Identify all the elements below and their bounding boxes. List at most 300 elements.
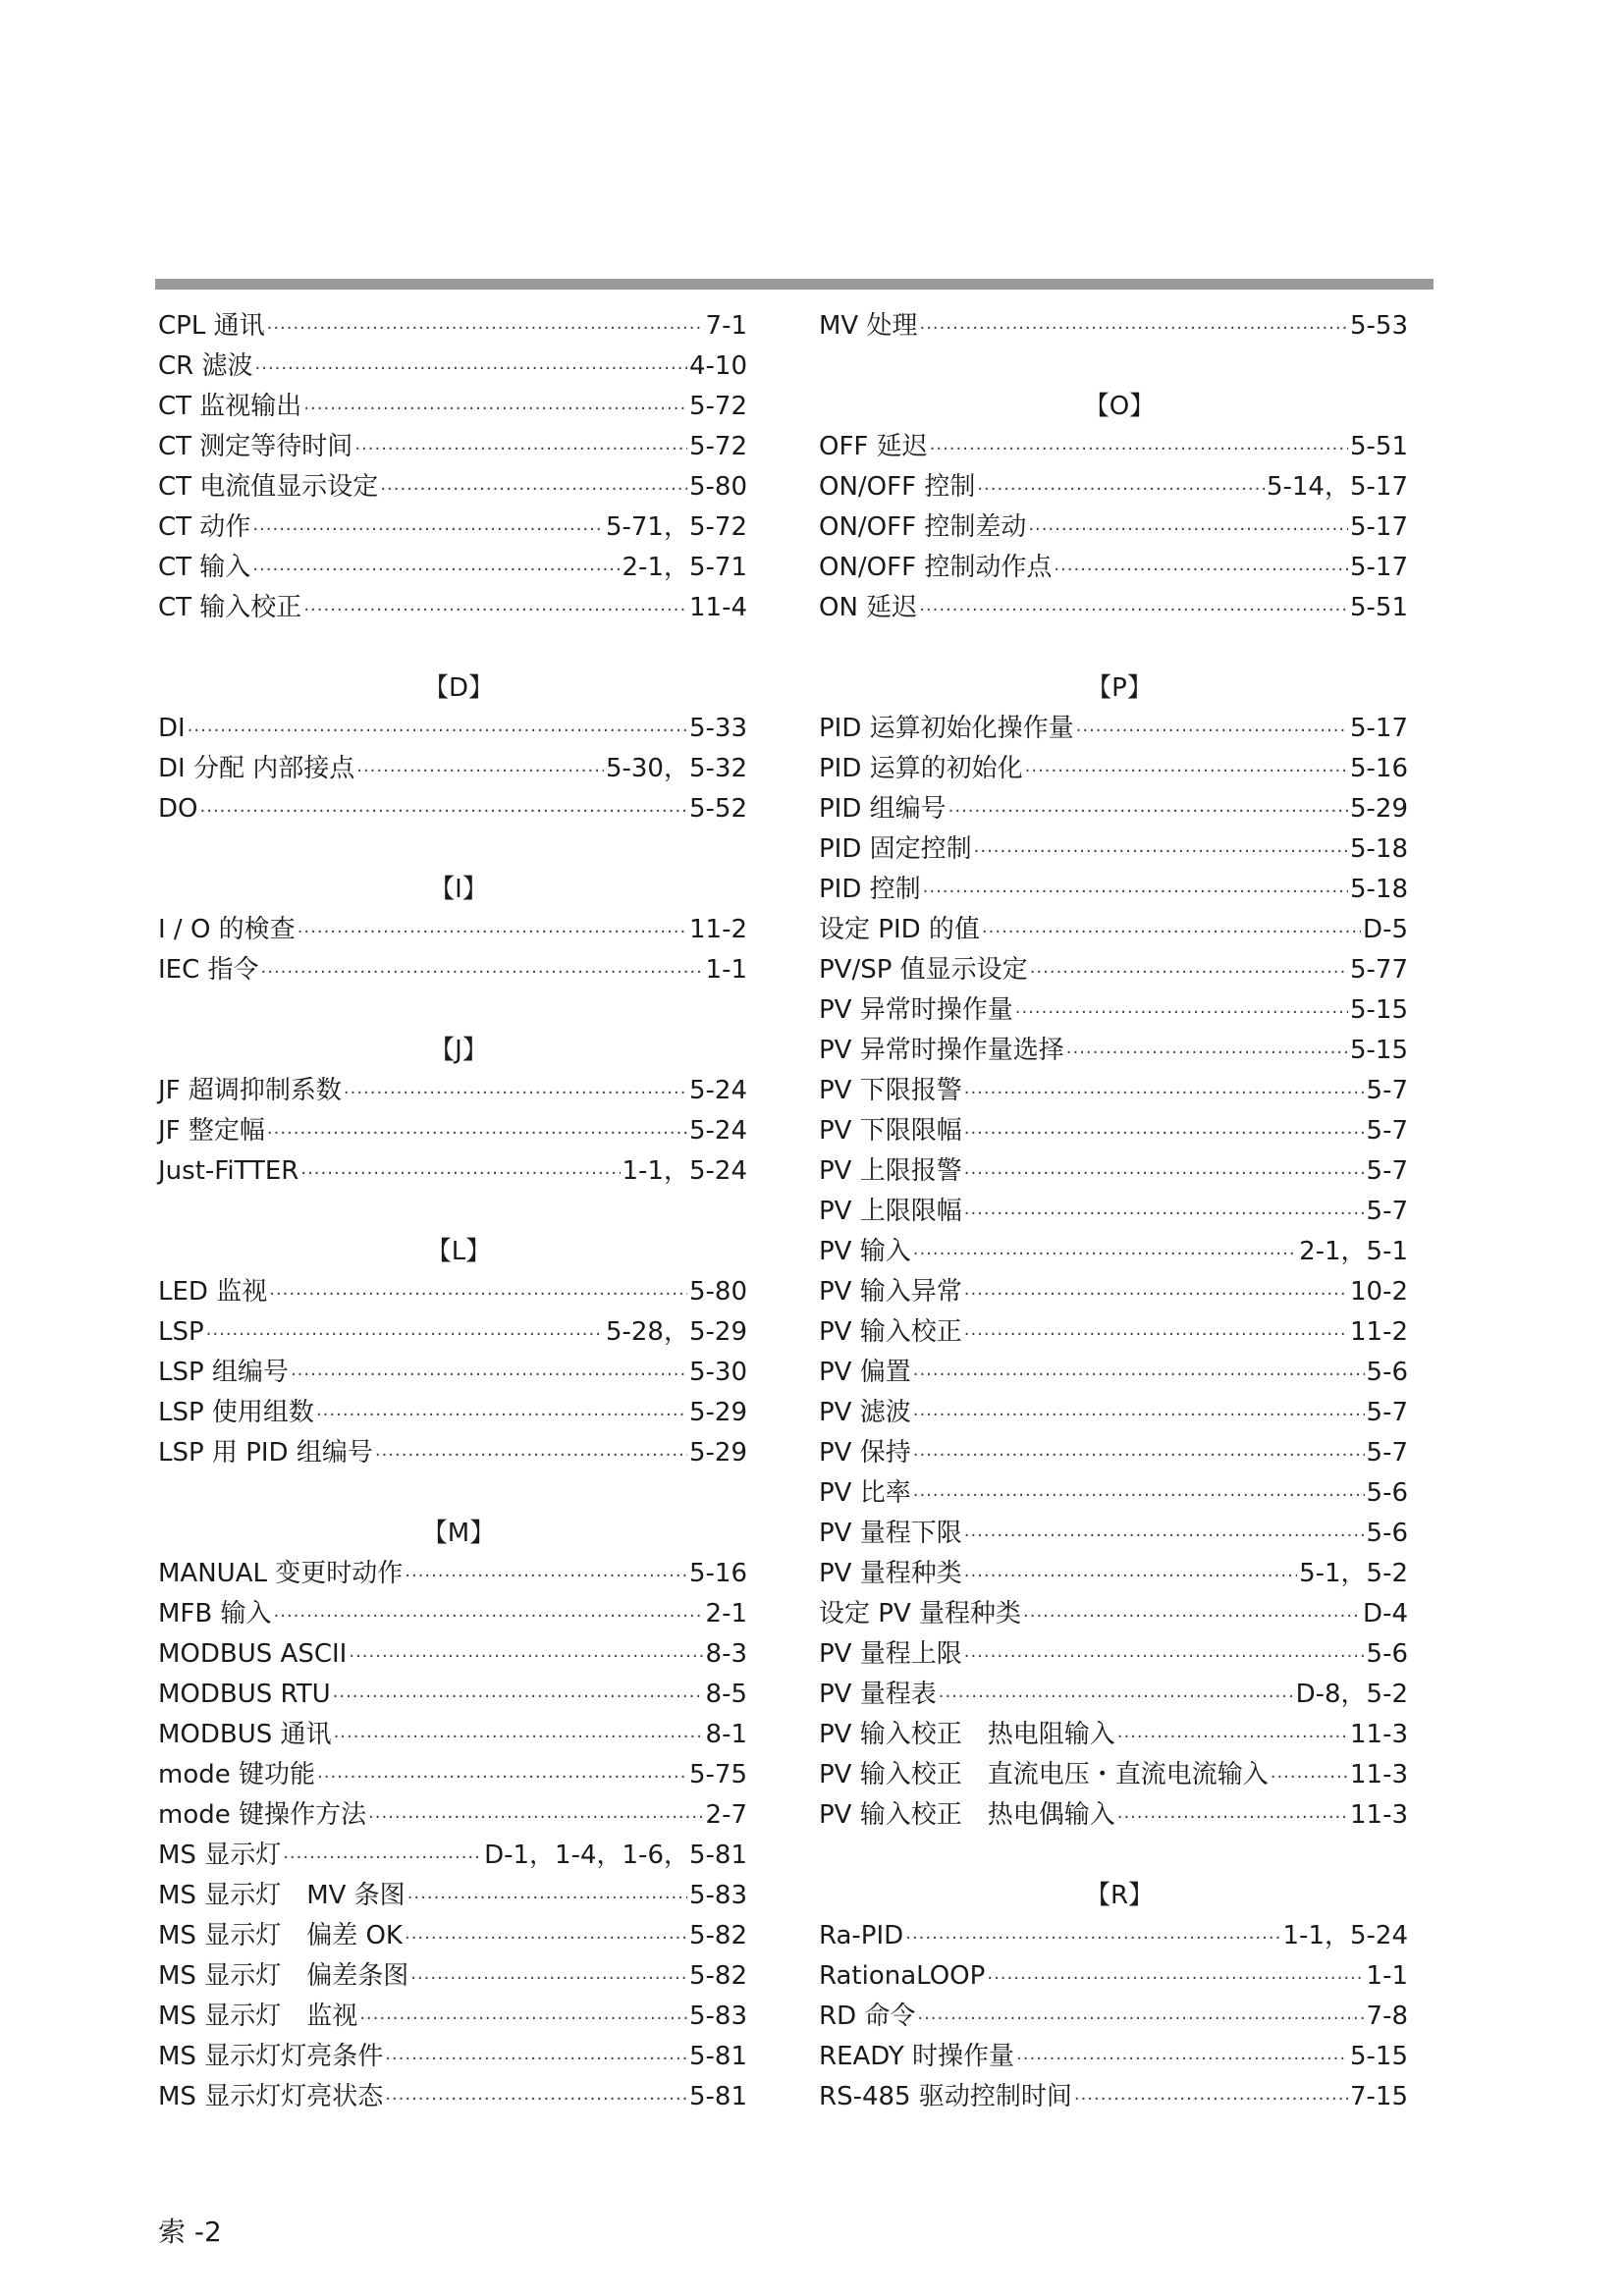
index-term: MFB 输入 — [158, 1599, 272, 1629]
index-page-ref: 11-4 — [688, 593, 747, 622]
index-page-ref: 2-1，5-71 — [622, 553, 747, 582]
index-entry — [158, 548, 747, 588]
index-entry — [819, 1393, 1408, 1433]
dot-leader — [905, 1918, 1280, 1958]
dot-leader — [405, 1556, 687, 1596]
index-page-ref: 5-1，5-2 — [1299, 1559, 1408, 1588]
dot-leader — [1066, 1033, 1348, 1073]
index-entry — [158, 1151, 747, 1192]
dot-leader — [964, 1274, 1348, 1314]
index-entry — [819, 1232, 1408, 1272]
dot-leader — [291, 1355, 687, 1395]
index-page-ref: 5-7 — [1366, 1438, 1408, 1468]
index-term: ON/OFF 控制 — [819, 472, 976, 502]
index-page-ref: 5-52 — [688, 794, 747, 824]
index-term: ON/OFF 控制差动 — [819, 512, 1027, 542]
index-term: IEC 指令 — [158, 955, 259, 985]
index-entry — [819, 1594, 1408, 1634]
index-entry — [158, 467, 747, 507]
index-page-ref: 5-82 — [688, 1961, 747, 1991]
dot-leader — [1025, 751, 1348, 791]
dot-leader — [255, 348, 687, 389]
index-term: PV 输入校正 热电阻输入 — [819, 1720, 1115, 1749]
index-term: RationaLOOP — [819, 1961, 986, 1991]
index-term: RS-485 驱动控制时间 — [819, 2082, 1072, 2111]
index-page-ref: 7-15 — [1349, 2082, 1408, 2111]
index-term: MS 显示灯 MV 条图 — [158, 1881, 406, 1910]
index-entry — [158, 749, 747, 789]
dot-leader — [200, 791, 687, 831]
index-page-ref: 5-15 — [1349, 995, 1408, 1025]
dot-leader — [316, 1395, 687, 1435]
section-header: 【M】 — [421, 1519, 496, 1548]
index-page-ref: 5-80 — [688, 472, 747, 502]
index-page-ref: 2-1 — [705, 1599, 747, 1629]
index-term: MS 显示灯 — [158, 1841, 282, 1870]
dot-leader — [334, 1717, 704, 1757]
dot-leader — [317, 1757, 687, 1797]
index-page-ref: D-8，5-2 — [1295, 1680, 1408, 1709]
index-term: MS 显示灯 偏差 OK — [158, 1921, 403, 1950]
index-entry — [819, 1111, 1408, 1151]
index-entry — [819, 1675, 1408, 1715]
index-page-ref: 5-7 — [1366, 1116, 1408, 1146]
index-entry — [158, 789, 747, 829]
index-term: Ra-PID — [819, 1921, 904, 1950]
index-entry — [819, 1514, 1408, 1554]
index-term: PV 比率 — [819, 1478, 911, 1508]
index-term: PV 量程上限 — [819, 1639, 962, 1669]
dot-leader — [1054, 550, 1348, 590]
index-page-ref: 5-18 — [1349, 875, 1408, 904]
index-entry — [819, 829, 1408, 870]
index-term: PV 输入校正 直流电压・直流电流输入 — [819, 1760, 1269, 1789]
index-entry — [158, 1111, 747, 1151]
index-entry — [819, 1151, 1408, 1192]
index-entry — [819, 789, 1408, 829]
index-page-ref: 1-1，5-24 — [622, 1156, 747, 1186]
index-term: PV 输入校正 — [819, 1317, 962, 1347]
section-header: 【L】 — [425, 1237, 492, 1266]
index-entry — [819, 1312, 1408, 1353]
index-term: 设定 PV 量程种类 — [819, 1599, 1021, 1629]
index-entry — [158, 1876, 747, 1916]
index-page-ref: 11-2 — [688, 915, 747, 944]
dot-leader — [913, 1234, 1297, 1274]
index-entry — [158, 1312, 747, 1353]
index-entry — [819, 1192, 1408, 1232]
dot-leader — [267, 1113, 687, 1153]
dot-leader — [344, 1073, 687, 1113]
section-spacer — [158, 628, 747, 668]
index-entry — [158, 1956, 747, 1997]
index-term: LSP 组编号 — [158, 1358, 289, 1387]
index-term: PV 输入校正 热电偶输入 — [819, 1800, 1115, 1830]
index-page-ref: 5-17 — [1349, 512, 1408, 542]
index-term: PV 异常时操作量选择 — [819, 1036, 1064, 1065]
dot-leader — [1030, 952, 1348, 992]
index-page-ref: D-4 — [1363, 1599, 1408, 1629]
index-page-ref: 2-1，5-1 — [1299, 1237, 1408, 1266]
index-term: PV/SP 值显示设定 — [819, 955, 1028, 985]
index-term: PV 异常时操作量 — [819, 995, 1013, 1025]
index-page-ref: 5-33 — [688, 714, 747, 743]
index-page-ref: 5-28，5-29 — [605, 1317, 747, 1347]
index-entry — [158, 1594, 747, 1634]
index-page-ref: 5-6 — [1366, 1478, 1408, 1508]
index-term: Just-FiTTER — [158, 1156, 299, 1186]
index-column-right — [819, 306, 1408, 2117]
dot-leader — [964, 1073, 1365, 1113]
index-term: ON/OFF 控制动作点 — [819, 553, 1053, 582]
index-term: PV 滤波 — [819, 1398, 911, 1427]
index-column-left — [158, 306, 747, 2117]
dot-leader — [1076, 711, 1348, 751]
index-entry — [158, 2037, 747, 2077]
index-entry — [819, 1554, 1408, 1594]
index-page-ref: 5-51 — [1349, 432, 1408, 461]
dot-leader — [964, 1314, 1348, 1355]
index-term: MANUAL 变更时动作 — [158, 1559, 404, 1588]
index-term: DO — [158, 794, 198, 824]
index-entry — [158, 1272, 747, 1312]
index-entry — [819, 1997, 1408, 2037]
index-entry — [158, 1393, 747, 1433]
section-spacer — [819, 347, 1408, 387]
index-page-ref: 5-15 — [1349, 2042, 1408, 2071]
index-page-ref: 7-1 — [705, 311, 747, 341]
dot-leader — [1028, 509, 1348, 550]
dot-leader — [356, 751, 604, 791]
dot-leader — [1074, 2079, 1348, 2119]
dot-leader — [269, 1274, 687, 1314]
dot-leader — [923, 872, 1348, 912]
index-entry — [819, 870, 1408, 910]
index-page-ref: 7-8 — [1366, 2002, 1408, 2031]
dot-leader — [385, 2079, 687, 2119]
index-term: mode 键操作方法 — [158, 1800, 366, 1830]
index-term: MV 处理 — [819, 311, 918, 341]
index-term: MODBUS RTU — [158, 1680, 331, 1709]
index-term: MS 显示灯灯亮条件 — [158, 2042, 384, 2071]
dot-leader — [913, 1475, 1365, 1516]
dot-leader — [913, 1395, 1365, 1435]
index-page-ref: 1-1 — [705, 955, 747, 985]
section-header: 【P】 — [1086, 673, 1153, 703]
section-spacer — [158, 1192, 747, 1232]
index-term: CT 测定等待时间 — [158, 432, 353, 461]
dot-leader — [303, 590, 687, 630]
dot-leader — [917, 1999, 1364, 2039]
index-term: LSP — [158, 1317, 204, 1347]
dot-leader — [964, 1194, 1365, 1234]
index-page-ref: 5-18 — [1349, 834, 1408, 864]
index-page-ref: 5-53 — [1349, 311, 1408, 341]
index-page-ref: 10-2 — [1349, 1277, 1408, 1307]
index-entry — [819, 1916, 1408, 1956]
index-term: PV 保持 — [819, 1438, 911, 1468]
index-page-ref: 4-10 — [688, 351, 747, 381]
dot-leader — [368, 1797, 704, 1838]
dot-leader — [274, 1596, 704, 1636]
dot-leader — [987, 1958, 1364, 1999]
index-term: CR 滤波 — [158, 351, 253, 381]
index-entry — [819, 2037, 1408, 2077]
dot-leader — [300, 1153, 620, 1194]
index-term: PV 下限报警 — [819, 1076, 962, 1105]
index-page-ref: 5-7 — [1366, 1076, 1408, 1105]
index-term: CT 输入 — [158, 553, 251, 582]
index-entry — [819, 749, 1408, 789]
index-term: PV 量程种类 — [819, 1559, 962, 1588]
index-page-ref: 5-29 — [688, 1438, 747, 1468]
dot-leader — [1016, 2039, 1348, 2079]
index-page-ref: 11-2 — [1349, 1317, 1408, 1347]
index-term: PV 量程下限 — [819, 1519, 962, 1548]
index-entry — [819, 1795, 1408, 1836]
page-number: 索 -2 — [158, 2216, 222, 2248]
dot-leader — [1117, 1717, 1348, 1757]
dot-leader — [919, 308, 1348, 348]
index-term: CPL 通讯 — [158, 311, 265, 341]
index-entry — [158, 1675, 747, 1715]
dot-leader — [982, 912, 1361, 952]
index-page-ref: 5-80 — [688, 1277, 747, 1307]
index-entry — [158, 1755, 747, 1795]
index-entry — [819, 467, 1408, 507]
index-term: PV 上限限幅 — [819, 1197, 962, 1226]
dot-leader — [948, 791, 1348, 831]
index-entry — [158, 1916, 747, 1956]
index-entry — [819, 1715, 1408, 1755]
index-term: OFF 延迟 — [819, 432, 928, 461]
index-term: LSP 用 PID 组编号 — [158, 1438, 373, 1468]
index-page-ref: 5-24 — [688, 1076, 747, 1105]
index-entry — [158, 1634, 747, 1675]
index-entry — [158, 347, 747, 387]
index-entry — [819, 1755, 1408, 1795]
index-page-ref: 5-24 — [688, 1116, 747, 1146]
dot-leader — [333, 1677, 704, 1717]
dot-leader — [407, 1878, 687, 1918]
index-page-ref: 5-7 — [1366, 1156, 1408, 1186]
index-entry — [158, 1836, 747, 1876]
index-entry — [819, 1433, 1408, 1473]
index-page-ref: 8-3 — [705, 1639, 747, 1669]
index-term: CT 动作 — [158, 512, 251, 542]
dot-leader — [930, 429, 1348, 469]
index-term: PID 控制 — [819, 875, 921, 904]
index-term: CT 监视输出 — [158, 392, 302, 421]
index-term: PV 下限限幅 — [819, 1116, 962, 1146]
index-term: PID 运算初始化操作量 — [819, 714, 1074, 743]
index-entry — [819, 1071, 1408, 1111]
index-entry — [819, 427, 1408, 467]
dot-leader — [913, 1355, 1365, 1395]
index-page-ref: 1-1，5-24 — [1282, 1921, 1408, 1950]
dot-leader — [964, 1556, 1297, 1596]
index-entry — [158, 950, 747, 990]
dot-leader — [267, 308, 704, 348]
section-spacer — [158, 829, 747, 870]
index-term: PID 运算的初始化 — [819, 754, 1023, 783]
index-page-ref: 5-82 — [688, 1921, 747, 1950]
index-page-ref: 5-30，5-32 — [605, 754, 747, 783]
index-page-ref: 1-1 — [1366, 1961, 1408, 1991]
dot-leader — [298, 912, 687, 952]
index-term: PID 固定控制 — [819, 834, 972, 864]
index-entry — [158, 709, 747, 749]
index-page-ref: 8-5 — [705, 1680, 747, 1709]
index-entry — [819, 1956, 1408, 1997]
index-page-ref: 5-75 — [688, 1760, 747, 1789]
index-term: JF 超调抑制系数 — [158, 1076, 342, 1105]
section-header: 【O】 — [1083, 392, 1156, 421]
index-page-ref: 11-3 — [1349, 1800, 1408, 1830]
index-page-ref: 5-17 — [1349, 714, 1408, 743]
index-page-ref: 5-81 — [688, 2042, 747, 2071]
index-entry — [819, 1473, 1408, 1514]
dot-leader — [939, 1677, 1294, 1717]
section-spacer — [158, 990, 747, 1031]
index-term: CT 电流值显示设定 — [158, 472, 379, 502]
index-entry — [158, 1997, 747, 2037]
index-term: MODBUS ASCII — [158, 1639, 348, 1669]
index-page-ref: 5-29 — [1349, 794, 1408, 824]
index-page-ref: 11-3 — [1349, 1760, 1408, 1789]
index-entry — [819, 1031, 1408, 1071]
dot-leader — [964, 1636, 1365, 1677]
dot-leader — [303, 389, 687, 429]
index-entry — [819, 1634, 1408, 1675]
index-page-ref: 5-17 — [1349, 553, 1408, 582]
index-entry — [158, 507, 747, 548]
index-entry — [158, 427, 747, 467]
index-entry — [819, 306, 1408, 347]
index-page-ref: D-1，1-4，1-6，5-81 — [484, 1841, 747, 1870]
index-entry — [158, 1715, 747, 1755]
dot-leader — [359, 1999, 687, 2039]
index-page-ref: 5-16 — [688, 1559, 747, 1588]
index-term: CT 输入校正 — [158, 593, 302, 622]
index-entry — [819, 507, 1408, 548]
header-rule — [155, 279, 1434, 290]
index-page-ref: 5-30 — [688, 1358, 747, 1387]
index-page-ref: 5-72 — [688, 392, 747, 421]
index-page-ref: 5-51 — [1349, 593, 1408, 622]
index-page-ref: 5-15 — [1349, 1036, 1408, 1065]
dot-leader — [375, 1435, 687, 1475]
dot-leader — [913, 1435, 1365, 1475]
index-page-ref: 5-83 — [688, 1881, 747, 1910]
dot-leader — [261, 952, 704, 992]
index-term: mode 键功能 — [158, 1760, 315, 1789]
index-entry — [819, 1272, 1408, 1312]
index-term: DI 分配 内部接点 — [158, 754, 355, 783]
section-header: 【D】 — [422, 673, 495, 703]
index-page-ref: 5-14，5-17 — [1266, 472, 1408, 502]
dot-leader — [252, 550, 620, 590]
dot-leader — [405, 1918, 687, 1958]
index-entry — [158, 1071, 747, 1111]
dot-leader — [354, 429, 687, 469]
index-term: LSP 使用组数 — [158, 1398, 314, 1427]
dot-leader — [1271, 1757, 1348, 1797]
dot-leader — [410, 1958, 687, 1999]
dot-leader — [974, 831, 1348, 872]
index-page-ref: 5-71，5-72 — [605, 512, 747, 542]
index-entry — [819, 709, 1408, 749]
index-term: DI — [158, 714, 186, 743]
index-page-ref: 5-29 — [688, 1398, 747, 1427]
index-entry — [158, 910, 747, 950]
index-term: JF 整定幅 — [158, 1116, 265, 1146]
index-page-ref: 2-7 — [705, 1800, 747, 1830]
dot-leader — [349, 1636, 703, 1677]
section-spacer — [158, 1473, 747, 1514]
index-entry — [158, 1554, 747, 1594]
dot-leader — [252, 509, 604, 550]
index-term: MS 显示灯 监视 — [158, 2002, 358, 2031]
index-term: ON 延迟 — [819, 593, 918, 622]
index-page-ref: 11-3 — [1349, 1720, 1408, 1749]
index-entry — [819, 950, 1408, 990]
index-entry — [158, 2077, 747, 2117]
index-term: LED 监视 — [158, 1277, 268, 1307]
dot-leader — [964, 1113, 1365, 1153]
index-page-ref: 5-6 — [1366, 1358, 1408, 1387]
index-term: READY 时操作量 — [819, 2042, 1015, 2071]
index-page-ref: 5-6 — [1366, 1639, 1408, 1669]
index-entry — [819, 910, 1408, 950]
index-term: I / O 的検查 — [158, 915, 296, 944]
index-term: 设定 PID 的值 — [819, 915, 980, 944]
index-page-ref: 8-1 — [705, 1720, 747, 1749]
index-entry — [819, 548, 1408, 588]
index-entry — [158, 1353, 747, 1393]
index-page-ref: 5-72 — [688, 432, 747, 461]
index-page-ref: 5-81 — [688, 2082, 747, 2111]
index-entry — [819, 588, 1408, 628]
dot-leader — [283, 1838, 482, 1878]
index-term: PV 输入异常 — [819, 1277, 962, 1307]
index-entry — [819, 1353, 1408, 1393]
section-spacer — [819, 1836, 1408, 1876]
index-page-ref: D-5 — [1363, 915, 1408, 944]
index-page-ref: 5-7 — [1366, 1398, 1408, 1427]
index-term: PV 偏置 — [819, 1358, 911, 1387]
dot-leader — [1023, 1596, 1361, 1636]
index-entry — [158, 306, 747, 347]
dot-leader — [385, 2039, 687, 2079]
index-term: MS 显示灯灯亮状态 — [158, 2082, 384, 2111]
index-entry — [158, 1795, 747, 1836]
dot-leader — [380, 469, 687, 509]
index-term: MODBUS 通讯 — [158, 1720, 332, 1749]
index-term: MS 显示灯 偏差条图 — [158, 1961, 409, 1991]
index-term: RD 命令 — [819, 2002, 916, 2031]
dot-leader — [977, 469, 1265, 509]
index-page-ref: 5-16 — [1349, 754, 1408, 783]
index-page-ref: 5-6 — [1366, 1519, 1408, 1548]
dot-leader — [188, 711, 687, 751]
index-entry — [158, 1433, 747, 1473]
index-page-ref: 5-77 — [1349, 955, 1408, 985]
dot-leader — [919, 590, 1348, 630]
index-entry — [819, 2077, 1408, 2117]
index-term: PID 组编号 — [819, 794, 947, 824]
index-term: PV 上限报警 — [819, 1156, 962, 1186]
